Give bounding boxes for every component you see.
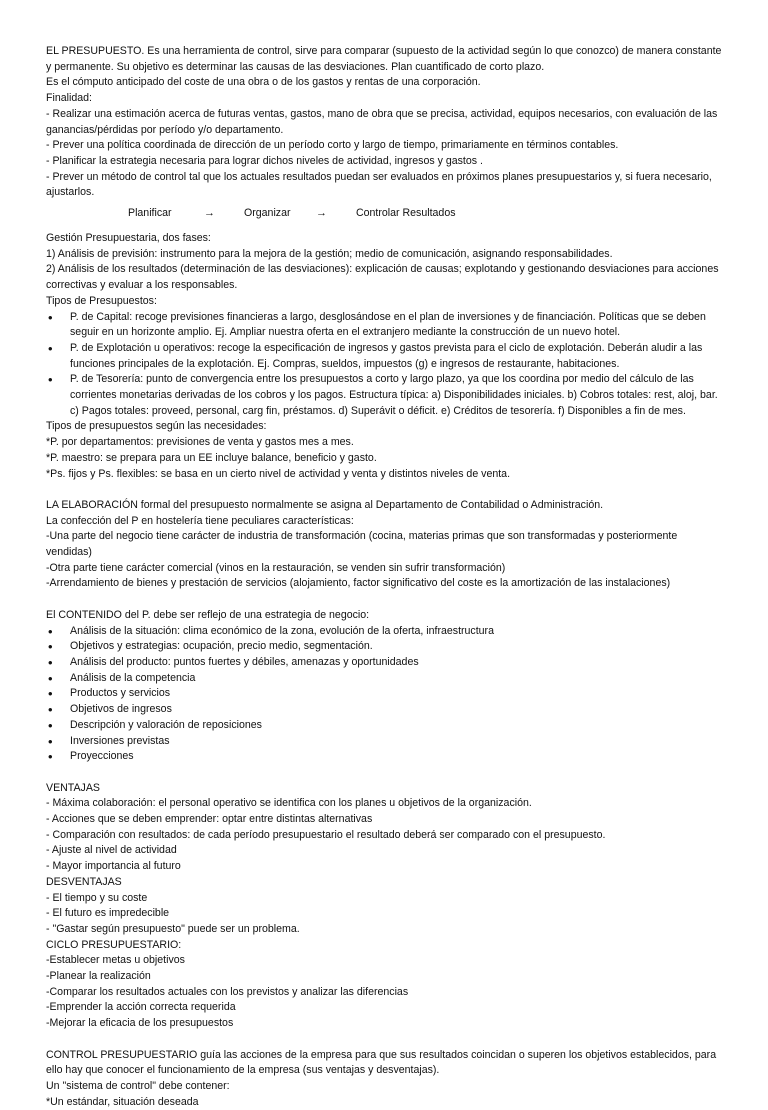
gestion-item: 1) Análisis de previsión: instrumento para la mejora de la gestión; medio de comunicación, asignando responsabilidades. — [46, 247, 613, 260]
tipo-explotacion: • P. de Explotación u operativos: recoge la especificación de ingresos y gastos prevista para el ciclo de explotación. Deberán aludir a las funciones principales de la explotación. Ej. Compras, sueldos, impuestos (g) e ingresos de restaurante, habitaciones. — [70, 341, 703, 370]
ventajas-item: - Mayor importancia al futuro — [46, 860, 181, 873]
ventajas-item: - Acciones que se deben emprender: optar entre distintas alternativas — [46, 813, 373, 825]
tipos-list — [46, 310, 724, 420]
list-item — [46, 639, 724, 655]
desventajas-item: - El futuro es impredecible — [46, 907, 170, 920]
ciclo-item: -Comparar los resultados actuales con los previstos y analizar las diferencias — [46, 985, 409, 998]
list-item — [46, 686, 724, 702]
list-item — [46, 718, 724, 734]
tipo-tesoreria: • P. de Tesorería: punto de convergencia entre los presupuestos a corto y largo plazo, ya que los coordina por medio del cálculo de las corrientes monetarias derivadas de los cobros y los pagos. Estructura típica: a) Disponibilidades iniciales. b) Cobros totales: rest, aloj, bar. c) Pagos totales: proveed, personal, carg fin, préstamos. d) Superávit o déficit. e) Créditos de tesorería. f) Disponibles a fin de mes. — [70, 373, 718, 417]
ciclo-item: -Mejorar la eficacia de los presupuestos — [46, 1017, 234, 1030]
gestion-heading: Gestión Presupuestaria, dos fases: — [46, 232, 211, 245]
list-item — [46, 702, 724, 718]
tipo-capital: • P. de Capital: recoge previsiones financieras a largo, desglosándose en el plan de inversiones y de financiación. Políticas que se deben seguir en un horizonte amplio. Ej. Ampliar nuestra oferta en el extranjero mediante la construcción de un nuevo hotel. — [70, 310, 706, 339]
ciclo-item: -Planear la realización — [46, 970, 151, 983]
intro-computo: Es el cómputo anticipado del coste de una obra o de los gastos y rentas de una corporación. — [46, 76, 481, 89]
gestion-item: 2) Análisis de los resultados (determinación de las desviaciones): explicación de causas; explotando y gestionando desviaciones para acciones correctivas y evaluar a los responsables. — [46, 263, 719, 292]
flow-step-controlar: Controlar Resultados — [356, 207, 456, 220]
control-paragraph: CONTROL PRESUPUESTARIO guía las acciones de la empresa para que sus resultados coincidan o superen los objetivos establecidos, para ello hay que conocer el funcionamiento de la empresa (sus ventajas y desventajas). — [46, 1048, 717, 1077]
spacer — [46, 1032, 724, 1048]
intro-section — [46, 44, 724, 201]
contenido-item: • Productos y servicios — [70, 687, 171, 700]
ventajas-section — [46, 781, 724, 1032]
elaboracion-section — [46, 498, 724, 592]
arrow-right-icon: → — [204, 207, 215, 220]
elaboracion-heading: LA ELABORACIÓN formal del presupuesto normalmente se asigna al Departamento de Contabilidad o Administración. — [46, 498, 604, 511]
flow-step-organizar: Organizar — [244, 207, 291, 220]
control-section — [46, 1048, 724, 1110]
arrow-right-icon: → — [316, 207, 327, 220]
ciclo-heading: CICLO PRESUPUESTARIO: — [46, 938, 182, 951]
elaboracion-item: -Una parte del negocio tiene carácter de industria de transformación (cocina, materias primas que son transformadas y posteriormente vendidas) — [46, 530, 678, 559]
process-flow — [46, 203, 724, 225]
desventajas-item: - El tiempo y su coste — [46, 891, 148, 904]
finalidad-heading: Finalidad: — [46, 92, 92, 105]
list-item — [46, 341, 724, 372]
list-item — [46, 734, 724, 750]
flow-step-planificar: Planificar — [128, 207, 172, 220]
contenido-item: • Objetivos y estrategias: ocupación, precio medio, segmentación. — [70, 640, 373, 653]
finalidad-item: - Prever un método de control tal que los actuales resultados puedan ser evaluados en próximos planes presupuestarios y, si fuera necesario, ajustarlos. — [46, 170, 712, 199]
ventajas-item: - Ajuste al nivel de actividad — [46, 844, 177, 857]
elaboracion-item: -Otra parte tiene carácter comercial (vinos en la restauración, se venden sin sufrir transformación) — [46, 561, 506, 574]
list-item — [46, 749, 724, 765]
ventajas-heading: VENTAJAS — [46, 781, 100, 794]
spacer — [46, 482, 724, 498]
control-item: Un "sistema de control" debe contener: — [46, 1079, 230, 1092]
ventajas-item: - Máxima colaboración: el personal operativo se identifica con los planes u objetivos de la organización. — [46, 797, 532, 810]
spacer — [46, 592, 724, 608]
contenido-item: • Análisis del producto: puntos fuertes y débiles, amenazas y oportunidades — [70, 655, 419, 668]
necesidades-item: *P. por departamentos: previsiones de venta y gastos mes a mes. — [46, 436, 354, 449]
ciclo-item: -Emprender la acción correcta requerida — [46, 1001, 236, 1014]
list-item — [46, 671, 724, 687]
contenido-section — [46, 608, 724, 765]
contenido-item: • Inversiones previstas — [70, 734, 170, 747]
list-item — [46, 310, 724, 341]
elaboracion-item: La confección del P en hostelería tiene peculiares características: — [46, 514, 354, 527]
contenido-item: • Análisis de la competencia — [70, 671, 196, 684]
contenido-item: • Descripción y valoración de reposiciones — [70, 718, 262, 731]
contenido-heading: El CONTENIDO del P. debe ser reflejo de una estrategia de negocio: — [46, 608, 370, 621]
desventajas-heading: DESVENTAJAS — [46, 875, 122, 888]
list-item — [46, 624, 724, 640]
ciclo-item: -Establecer metas u objetivos — [46, 954, 185, 967]
gestion-section — [46, 231, 724, 482]
list-item — [46, 655, 724, 671]
desventajas-item: - "Gastar según presupuesto" puede ser un problema. — [46, 922, 300, 935]
finalidad-item: - Realizar una estimación acerca de futuras ventas, gastos, mano de obra que se precisa, actividad, equipos necesarios, con evaluación de las ganancias/pérdidas por período y/o departamento. — [46, 107, 718, 136]
contenido-item: • Análisis de la situación: clima económico de la zona, evolución de la oferta, infraestructura — [70, 624, 494, 637]
necesidades-item: *Ps. fijos y Ps. flexibles: se basa en un cierto nivel de actividad y venta y distintos niveles de venta. — [46, 467, 511, 480]
necesidades-item: *P. maestro: se prepara para un EE incluye balance, beneficio y gasto. — [46, 451, 377, 464]
spacer — [46, 765, 724, 781]
finalidad-item: - Prever una política coordinada de dirección de un período corto y largo de tiempo, primariamente en términos contables. — [46, 139, 619, 152]
contenido-item: • Proyecciones — [70, 750, 134, 763]
contenido-list — [46, 624, 724, 765]
necesidades-heading: Tipos de presupuestos según las necesidades: — [46, 420, 267, 433]
list-item — [46, 372, 724, 419]
contenido-item: • Objetivos de ingresos — [70, 703, 172, 716]
finalidad-item: - Planificar la estrategia necesaria para lograr dichos niveles de actividad, ingresos y gastos . — [46, 154, 483, 167]
elaboracion-item: -Arrendamiento de bienes y prestación de servicios (alojamiento, factor significativo del coste es la amortización de las instalaciones) — [46, 577, 671, 590]
tipos-heading: Tipos de Presupuestos: — [46, 294, 157, 307]
intro-definition: EL PRESUPUESTO. Es una herramienta de control, sirve para comparar (supuesto de la actividad según lo que conozco) de manera constante y permanente. Su objetivo es determinar las causas de las desviaciones. Plan cuantificado de corto plazo. — [46, 45, 722, 73]
ventajas-item: - Comparación con resultados: de cada período presupuestario el resultado deberá ser comparado con el presupuesto. — [46, 828, 606, 841]
control-item: *Un estándar, situación deseada — [46, 1095, 199, 1108]
